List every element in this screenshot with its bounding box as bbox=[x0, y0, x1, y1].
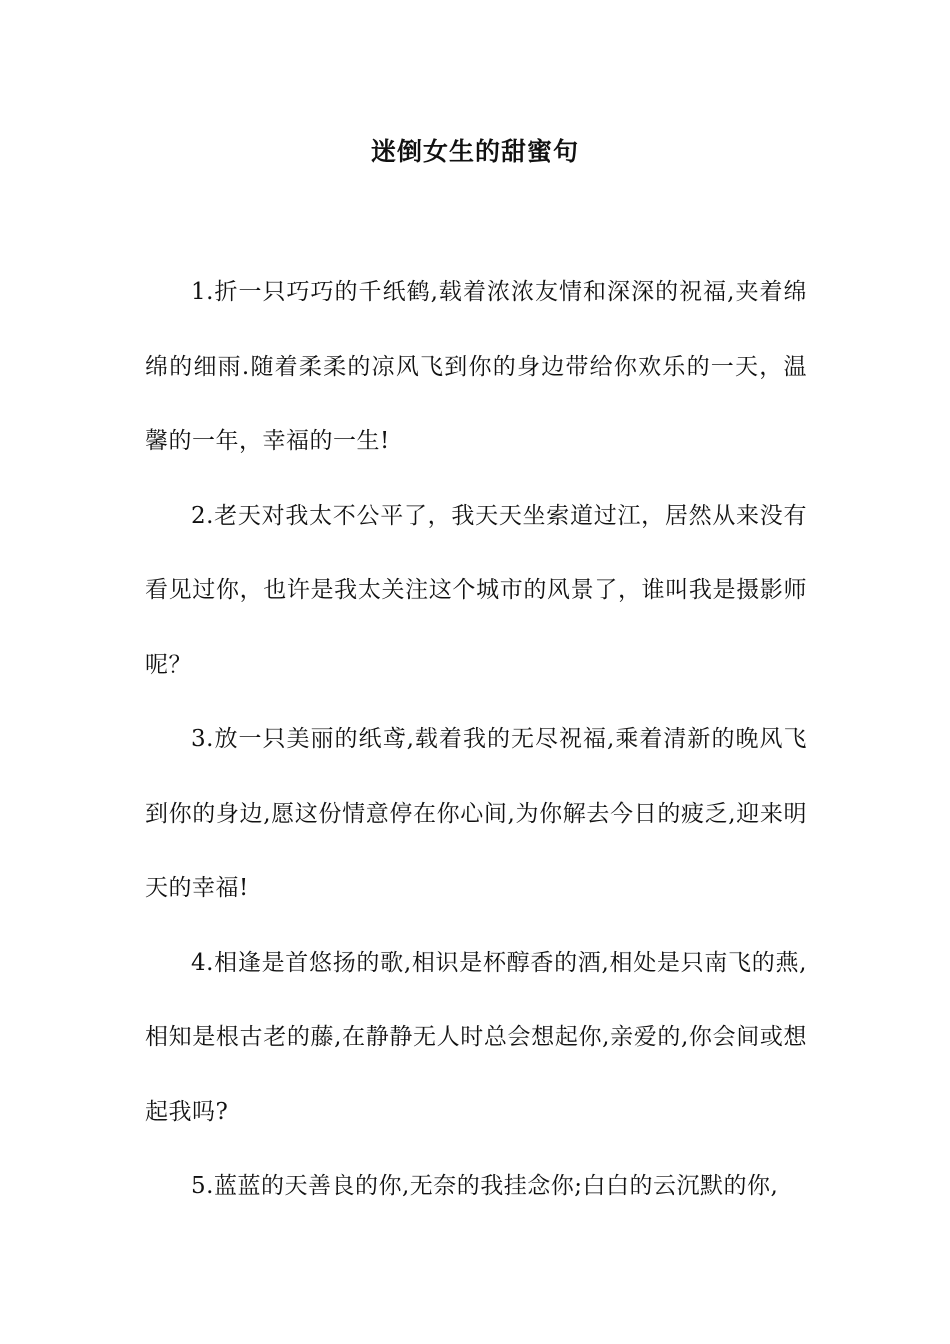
document-body bbox=[145, 255, 807, 1224]
paragraph-4: 4.相逢是首悠扬的歌,相识是杯醇香的酒,相处是只南飞的燕,相知是根古老的藤,在静静无人时总会想起你,亲爱的,你会间或想起我吗? bbox=[145, 949, 807, 1125]
paragraph-3: 3.放一只美丽的纸鸢,载着我的无尽祝福,乘着清新的晚风飞到你的身边,愿这份情意停在你心间,为你解去今日的疲乏,迎来明天的幸福! bbox=[145, 726, 807, 901]
paragraph-2: 2.老天对我太不公平了，我天天坐索道过江，居然从来没有看见过你，也许是我太关注这个城市的风景了，谁叫我是摄影师呢？ bbox=[145, 502, 807, 678]
document-title: 迷倒女生的甜蜜句 bbox=[370, 137, 579, 166]
paragraph-5: 5.蓝蓝的天善良的你,无奈的我挂念你;白白的云沉默的你, bbox=[191, 1173, 779, 1199]
paragraph-1: 1.折一只巧巧的千纸鹤,载着浓浓友情和深深的祝福,夹着绵绵的细雨.随着柔柔的凉风飞到你的身边带给你欢乐的一天，温馨的一年，幸福的一生! bbox=[145, 279, 807, 454]
